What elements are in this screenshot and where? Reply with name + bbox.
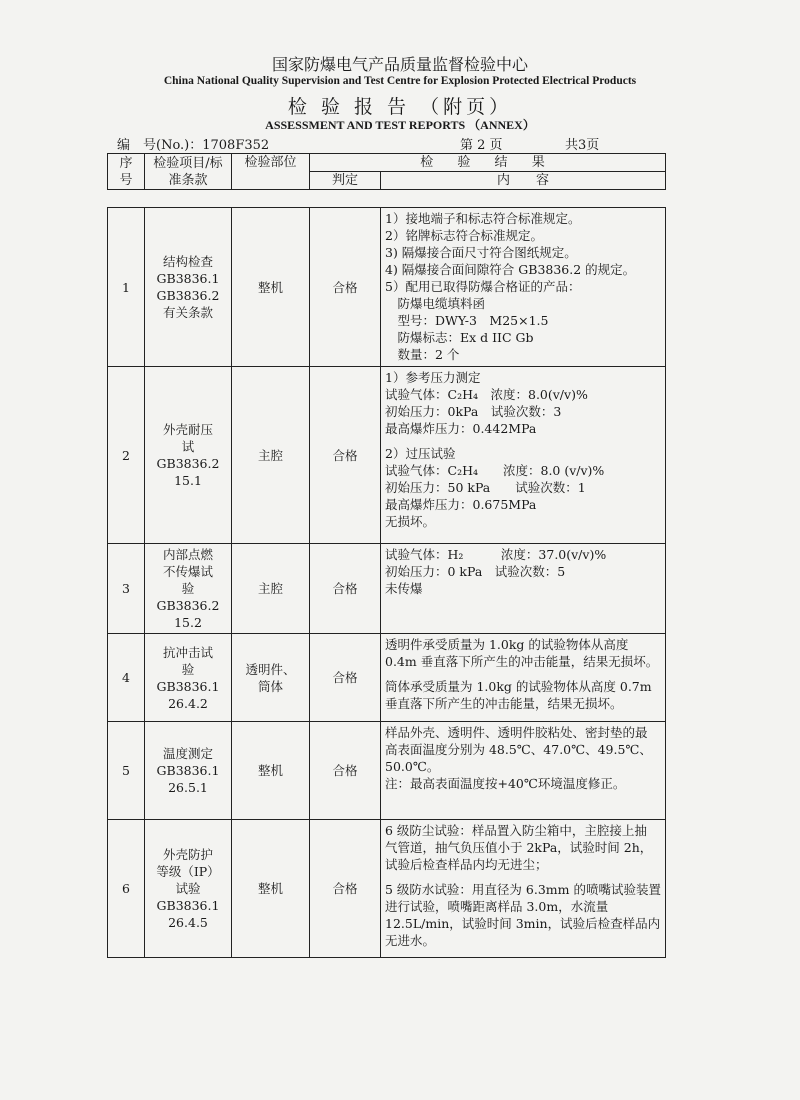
row-item (145, 367, 232, 544)
row-part (232, 544, 310, 634)
part-line: 筒体 (257, 678, 283, 694)
row-content (381, 208, 666, 367)
org-name-en: China National Quality Supervision and Test Centre for Explosion Protected Electrical Products (163, 75, 637, 87)
item-line: GB3836.1 (156, 898, 220, 913)
content-line: 1）参考压力测定 (385, 370, 481, 385)
row-seq: 3 (108, 544, 145, 634)
row-content (381, 820, 666, 958)
table-row (108, 367, 666, 544)
part-line: 透明件、 (245, 661, 296, 677)
part-line: 主腔 (257, 581, 283, 596)
table-row (108, 208, 666, 367)
row-judge: 合格 (310, 208, 381, 367)
content-line: 50.0℃。 (385, 759, 440, 774)
content-line: 12.5L/min，试验时间 3min，试验后检查样品内 (385, 916, 661, 931)
row-item (145, 722, 232, 820)
report-title-en: ASSESSMENT AND TEST REPORTS （ANNEX） (265, 118, 535, 132)
results-table (107, 207, 666, 958)
content-line: 注：最高表面温度按+40℃环境温度修正。 (385, 776, 626, 791)
item-line: GB3836.1 (156, 763, 220, 778)
page-number: 第 2 页 (460, 138, 503, 153)
item-line: 不传爆试 (162, 564, 213, 579)
column-header-table (107, 153, 666, 190)
content-line: 最高爆炸压力：0.675MPa (385, 497, 537, 512)
content-line: 初始压力：0kPa 试验次数：3 (385, 404, 562, 419)
item-line: GB3836.2 (156, 456, 220, 471)
row-content (381, 367, 666, 544)
content-line: 垂直落下所产生的冲击能量，结果无损坏。 (385, 696, 623, 711)
row-content (381, 722, 666, 820)
content-line: 初始压力：0 kPa 试验次数：5 (385, 564, 566, 579)
content-line (385, 873, 661, 881)
content-line: 4) 隔爆接合面间隙符合 GB3836.2 的规定。 (385, 262, 636, 277)
row-seq: 4 (108, 634, 145, 722)
row-seq: 5 (108, 722, 145, 820)
report-number: 编 号(No.)：1708F352 (117, 138, 270, 153)
row-judge: 合格 (310, 820, 381, 958)
content-line: 进行试验，喷嘴距离样品 3.0m，水流量 (385, 899, 609, 914)
item-line: 26.4.2 (168, 695, 208, 711)
content-line: 0.4m 垂直落下所产生的冲击能量，结果无损坏。 (385, 654, 659, 669)
content-line: 试验气体：C₂H₄ 浓度：8.0 (v/v)% (385, 463, 605, 478)
row-item (145, 820, 232, 958)
content-line: 试验后检查样品内均无进尘； (385, 857, 548, 872)
row-content (381, 544, 666, 634)
item-line: GB3836.2 (156, 288, 220, 303)
col-result: 检 验 结 果 (310, 154, 666, 172)
content-line: 试验气体：C₂H₄ 浓度：8.0(v/v)% (385, 387, 588, 402)
content-line: 1）接地端子和标志符合标准规定。 (385, 211, 581, 226)
table-row (108, 544, 666, 634)
content-line: 高表面温度分别为 48.5℃、47.0℃、49.5℃、 (385, 742, 652, 757)
content-line: 无进水。 (385, 933, 436, 948)
item-line: 内部点燃 (162, 547, 213, 562)
row-item (145, 634, 232, 722)
item-line: 外壳防护 (162, 847, 213, 862)
row-judge: 合格 (310, 722, 381, 820)
item-line: 试验 (175, 881, 201, 896)
item-line: 15.1 (174, 473, 202, 488)
content-line: 2）过压试验 (385, 446, 456, 461)
content-line: 气管道，抽气负压值小于 2kPa，试验时间 2h， (385, 840, 653, 855)
content-line: 6 级防尘试验：样品置入防尘箱中，主腔接上抽 (385, 823, 647, 838)
item-line: 抗冲击试 (162, 644, 213, 660)
item-line: 26.4.5 (168, 915, 208, 930)
content-line (385, 437, 661, 445)
content-line: 无损坏。 (385, 514, 436, 529)
content-line (385, 670, 661, 678)
table-row (108, 634, 666, 722)
part-line: 整机 (257, 763, 283, 778)
item-line: 温度测定 (162, 746, 213, 761)
content-line: 型号：DWY-3 M25×1.5 (385, 313, 549, 328)
part-line: 主腔 (257, 447, 283, 463)
content-line: 试验气体：H₂ 浓度：37.0(v/v)% (385, 547, 607, 562)
content-line: 透明件承受质量为 1.0kg 的试验物体从高度 (385, 637, 629, 652)
row-judge: 合格 (310, 544, 381, 634)
total-pages: 共3页 (565, 138, 600, 153)
row-judge: 合格 (310, 367, 381, 544)
table-row (108, 820, 666, 958)
item-line: 26.5.1 (168, 780, 208, 795)
row-item (145, 544, 232, 634)
item-line: 验 (181, 661, 195, 677)
content-line: 筒体承受质量为 1.0kg 的试验物体从高度 0.7m (385, 679, 652, 694)
item-line: 验 (181, 581, 195, 596)
item-line: GB3836.2 (156, 598, 220, 613)
item-line: 15.2 (174, 615, 202, 630)
content-line: 5）配用已取得防爆合格证的产品： (385, 279, 581, 294)
content-line: 样品外壳、透明件、透明件胶粘处、密封垫的最 (385, 725, 648, 740)
row-seq: 6 (108, 820, 145, 958)
content-line: 2）铭牌标志符合标准规定。 (385, 228, 543, 243)
row-content (381, 634, 666, 722)
table-row (108, 722, 666, 820)
part-line: 整机 (257, 881, 283, 896)
col-seq: 序号 (108, 154, 145, 190)
content-line: 5 级防水试验：用直径为 6.3mm 的喷嘴试验装置 (385, 882, 661, 897)
item-line: 等级（IP） (156, 864, 220, 879)
item-line: 结构检查 (162, 254, 213, 269)
col-judge: 判定 (310, 172, 381, 190)
row-seq: 1 (108, 208, 145, 367)
row-part (232, 634, 310, 722)
item-line: 有关条款 (162, 305, 213, 320)
row-part (232, 722, 310, 820)
col-content: 内 容 (381, 172, 666, 190)
report-title-cn: 检 验 报 告 （附页） (287, 96, 513, 118)
row-judge: 合格 (310, 634, 381, 722)
row-seq: 2 (108, 367, 145, 544)
content-line: 防爆标志：Ex d IIC Gb (385, 330, 534, 345)
row-part (232, 208, 310, 367)
org-name-cn: 国家防爆电气产品质量监督检验中心 (271, 55, 528, 74)
content-line: 防爆电缆填料函 (385, 296, 486, 311)
item-line: 试 (181, 439, 195, 454)
row-part (232, 820, 310, 958)
row-item (145, 208, 232, 367)
item-line: 外壳耐压 (162, 422, 213, 437)
content-line: 数量：2 个 (385, 347, 460, 362)
row-part (232, 367, 310, 544)
item-line: GB3836.1 (156, 271, 220, 286)
col-part: 检验部位 (232, 154, 310, 190)
content-line: 3) 隔爆接合面尺寸符合图纸规定。 (385, 245, 577, 260)
item-line: GB3836.1 (156, 678, 220, 694)
content-line: 最高爆炸压力：0.442MPa (385, 421, 537, 436)
content-line: 初始压力：50 kPa 试验次数：1 (385, 480, 586, 495)
content-line: 未传爆 (385, 581, 423, 596)
col-item: 检验项目/标准条款 (145, 154, 232, 190)
part-line: 整机 (257, 279, 283, 295)
